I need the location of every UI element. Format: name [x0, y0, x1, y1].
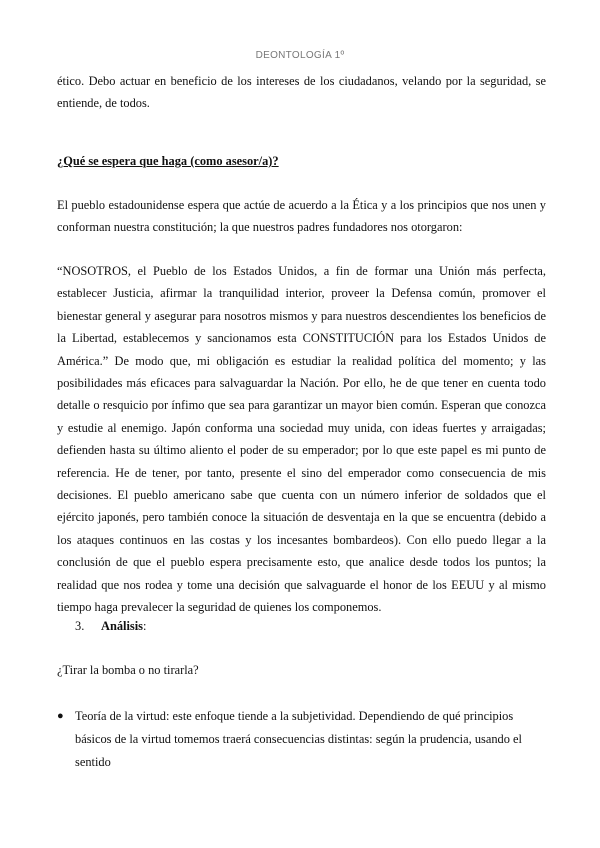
section-title-text: Análisis — [101, 619, 144, 633]
section-heading: ¿Qué se espera que haga (como asesor/a)? — [57, 154, 279, 168]
bullet-icon: ● — [57, 710, 64, 722]
page-header: DEONTOLOGÍA 1º — [255, 50, 345, 61]
section-title — [75, 615, 146, 637]
list-item-text: Teoría de la virtud: este enfoque tiende a la subjetividad. Dependiendo de qué principios básicos de la virtud tomemos traerá consecuencias distintas: según la prudencia, usando el sentido — [75, 709, 522, 769]
question-line: ¿Tirar la bomba o no tirarla? — [57, 663, 199, 677]
people-paragraph: El pueblo estadounidense espera que actúe de acuerdo a la Ética y a los principios que nos unen y conforman nuestra constitución; la que nuestros padres fundadores nos otorgaron: — [57, 198, 546, 235]
section-number: 3. — [75, 619, 85, 633]
intro-paragraph: ético. Debo actuar en beneficio de los intereses de los ciudadanos, velando por la seguridad, se entiende, de todos. — [57, 74, 546, 111]
list-item — [57, 705, 546, 774]
constitution-paragraph: “NOSOTROS, el Pueblo de los Estados Unidos, a fin de formar una Unión más perfecta, establecer Justicia, afirmar la tranquilidad interior, proveer la Defensa común, promover el bienestar general y asegurar para nosotros mismos y para nuestros descendientes los beneficios de la Libertad, establecemos y sancionamos esta CONSTITUCIÓN para los Estados Unidos de América.” De modo que, mi obligación es estudiar la realidad política del momento; y las posibilidades más eficaces para salvaguardar la Nación. Por ello, he de que tener en cuenta todo detalle o resquicio por ínfimo que sea para garantizar un mayor bien común. Esperan que conozca y estudie al enemigo. Japón conforma una sociedad muy unida, con ideas fuertes y arraigadas; defienden hasta su último aliento el poder de su emperador; por lo que este papel es mi punto de referencia. He de tener, por tanto, presente el sino del emperador como consecuencia de mis decisiones. El pueblo americano sabe que cuenta con un número inferior de soldados que el ejército japonés, pero también conoce la situación de desventaja en la que se encuentra (debido a los ataques continuos en las costas y los incesantes bombardeos). Con ello puedo llegar a la conclusión de que el pueblo espera precisamente esto, que analice desde todos los puntos; la realidad que nos rodea y tome una decisión que salvaguarde el honor de los EEUU y al mismo tiempo haga prevalecer la seguridad de quienes los componemos. — [57, 264, 546, 615]
section-title-suffix: : — [143, 619, 147, 633]
